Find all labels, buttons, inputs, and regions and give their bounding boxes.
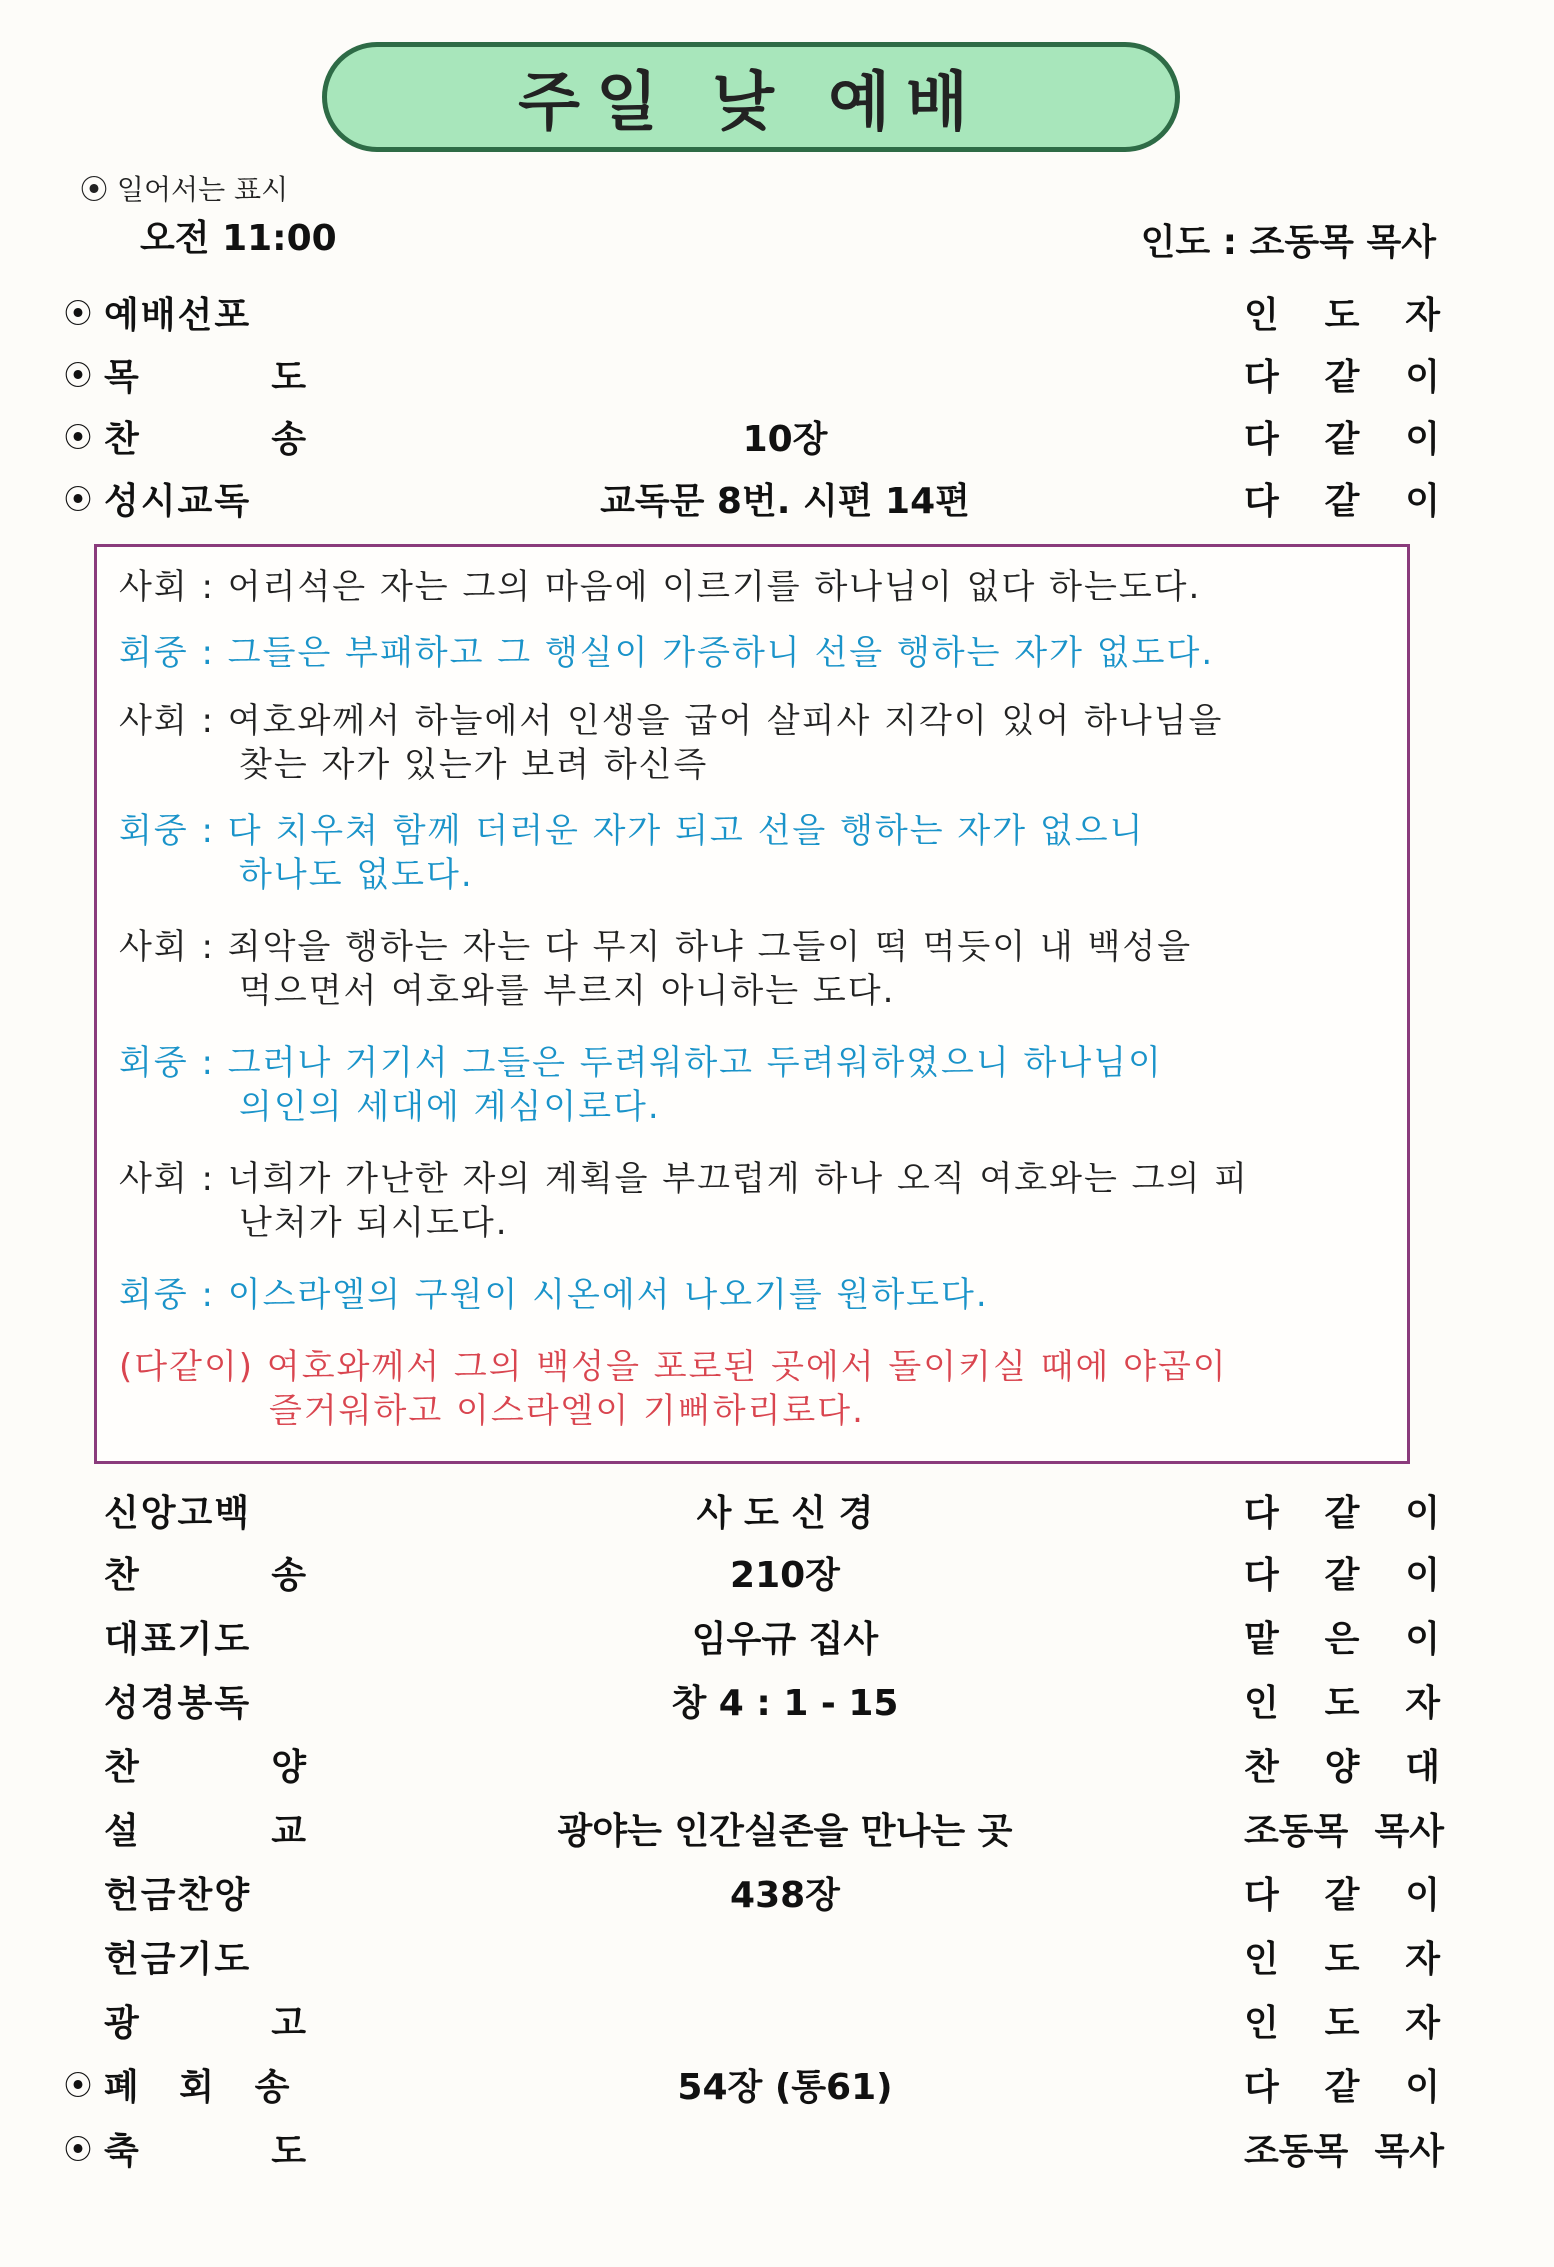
- order-detail: 210장: [716, 1547, 854, 1598]
- reading-line: [119, 699, 1389, 787]
- reading-text: 너희가 가난한 자의 계획을 부끄럽게 하나 오직 여호와는 그의 피: [227, 1159, 1249, 1199]
- reading-line: [119, 1345, 1389, 1433]
- order-who: 인 도 자: [1244, 2002, 1444, 2044]
- standing-mark-icon: ⦿: [64, 483, 93, 516]
- reading-text: 어리석은 자는 그의 마음에 이르기를 하나님이 없다 하는도다.: [227, 567, 1202, 607]
- reading-text: 그러나 거기서 그들은 두려워하고 두려워하였으니 하나님이: [227, 1043, 1163, 1083]
- dot-leader: [370, 468, 1200, 528]
- order-label: 목 도: [104, 356, 367, 398]
- dot-leader: [370, 406, 1200, 466]
- reading-role: 사회 :: [119, 1159, 215, 1199]
- sermon-title: 광야는 인간실존을 만나는 곳: [544, 1803, 1027, 1854]
- order-who: 인 도 자: [1244, 1682, 1444, 1724]
- standing-mark-icon: ⦿: [80, 173, 109, 206]
- order-detail: 교독문 8번. 시편 14편: [586, 473, 984, 524]
- order-label: 성시교독: [104, 480, 252, 522]
- dot-leader: [370, 1862, 1200, 1922]
- reading-text-cont: 즐거워하고 이스라엘이 기뻐하리로다.: [269, 1391, 865, 1431]
- order-item: [64, 1670, 1444, 1730]
- dot-leader: [370, 1926, 1200, 1986]
- order-item: [64, 1606, 1444, 1666]
- reading-text-cont: 난처가 되시도다.: [239, 1203, 509, 1243]
- order-item: [64, 1862, 1444, 1922]
- order-who: 다 같 이: [1244, 1874, 1444, 1916]
- order-label: 축 도: [104, 2130, 367, 2172]
- standing-mark-icon: ⦿: [64, 297, 93, 330]
- order-detail: 임우규 집사: [678, 1611, 892, 1662]
- standing-legend: [80, 168, 288, 208]
- order-item: [64, 344, 1444, 404]
- order-detail: 438장: [716, 1867, 854, 1918]
- reading-text: 여호와께서 하늘에서 인생을 굽어 살피사 지각이 있어 하나님을: [227, 701, 1224, 741]
- dot-leader: [370, 1542, 1200, 1602]
- dot-leader: [370, 1798, 1200, 1858]
- order-label: 신앙고백: [104, 1492, 252, 1534]
- order-item: [64, 1798, 1444, 1858]
- order-who: 다 같 이: [1244, 418, 1444, 460]
- order-who: 인 도 자: [1244, 294, 1444, 336]
- reading-role: 회중 :: [119, 811, 215, 851]
- reading-role: 사회 :: [119, 567, 215, 607]
- order-label: 찬 양: [104, 1746, 367, 1788]
- legend-text: 일어서는 표시: [116, 173, 289, 206]
- order-label: 헌금찬양: [104, 1874, 252, 1916]
- reading-role: 사회 :: [119, 927, 215, 967]
- order-who: 찬 양 대: [1244, 1746, 1444, 1788]
- order-detail: 창 4 : 1 - 15: [658, 1675, 913, 1726]
- reading-role: 회중 :: [119, 1043, 215, 1083]
- reading-role: 사회 :: [119, 701, 215, 741]
- reading-line: [119, 631, 1389, 675]
- responsive-reading-box: [94, 544, 1410, 1464]
- order-label: 광 고: [104, 2002, 367, 2044]
- standing-mark-icon: ⦿: [64, 2133, 93, 2166]
- reading-text-cont: 하나도 없도다.: [239, 855, 474, 895]
- reading-role: (다같이): [119, 1347, 255, 1387]
- dot-leader: [370, 1990, 1200, 2050]
- dot-leader: [370, 1734, 1200, 1794]
- reading-line: [119, 565, 1389, 609]
- standing-mark-icon: ⦿: [64, 2069, 93, 2102]
- reading-text: 죄악을 행하는 자는 다 무지 하냐 그들이 떡 먹듯이 내 백성을: [227, 927, 1193, 967]
- order-item: [64, 406, 1444, 466]
- order-item: [64, 2118, 1444, 2178]
- order-who: 다 같 이: [1244, 2066, 1444, 2108]
- reading-line: [119, 1041, 1389, 1129]
- reading-text: 다 치우쳐 함께 더러운 자가 되고 선을 행하는 자가 없으니: [227, 811, 1145, 851]
- standing-mark-icon: ⦿: [64, 421, 93, 454]
- reading-text: 이스라엘의 구원이 시온에서 나오기를 원하도다.: [227, 1275, 989, 1315]
- order-detail: 54장 (통61): [663, 2059, 906, 2110]
- service-title-banner: [322, 42, 1180, 152]
- order-who: 인 도 자: [1244, 1938, 1444, 1980]
- service-leader: 인도 : 조동목 목사: [1140, 222, 1436, 263]
- order-who: 조동목 목사: [1244, 1810, 1444, 1852]
- order-who: 다 같 이: [1244, 356, 1444, 398]
- reading-text-cont: 의인의 세대에 계심이로다.: [239, 1087, 661, 1127]
- order-label: 설 교: [104, 1810, 367, 1852]
- service-time: 오전 11:00: [140, 218, 337, 259]
- reading-text-cont: 먹으면서 여호와를 부르지 아니하는 도다.: [239, 971, 896, 1011]
- reading-line: [119, 809, 1389, 897]
- order-who: 맡 은 이: [1244, 1618, 1444, 1660]
- reading-text: 여호와께서 그의 백성을 포로된 곳에서 돌이키실 때에 야곱이: [266, 1347, 1228, 1387]
- order-label: 찬 송: [104, 418, 367, 460]
- dot-leader: [370, 1670, 1200, 1730]
- reading-role: 회중 :: [119, 633, 215, 673]
- order-item: [64, 282, 1444, 342]
- reading-text-cont: 찾는 자가 있는가 보려 하신즉: [239, 745, 709, 785]
- order-label: 헌금기도: [104, 1938, 252, 1980]
- order-who: 조동목 목사: [1244, 2130, 1444, 2172]
- dot-leader: [370, 344, 1200, 404]
- dot-leader: [370, 1480, 1200, 1540]
- dot-leader: [370, 1606, 1200, 1666]
- reading-text: 그들은 부패하고 그 행실이 가증하니 선을 행하는 자가 없도다.: [227, 633, 1215, 673]
- standing-mark-icon: ⦿: [64, 359, 93, 392]
- dot-leader: [370, 2054, 1200, 2114]
- order-item: [64, 1734, 1444, 1794]
- reading-role: 회중 :: [119, 1275, 215, 1315]
- order-item: [64, 1926, 1444, 1986]
- reading-line: [119, 1273, 1389, 1317]
- order-who: 다 같 이: [1244, 1492, 1444, 1534]
- order-label: 성경봉독: [104, 1682, 252, 1724]
- order-item: [64, 1990, 1444, 2050]
- reading-line: [119, 1157, 1389, 1245]
- dot-leader: [370, 282, 1200, 342]
- order-item: [64, 1480, 1444, 1540]
- order-label: 대표기도: [104, 1618, 252, 1660]
- order-label: 예배선포: [104, 294, 252, 336]
- order-item: [64, 2054, 1444, 2114]
- order-item: [64, 468, 1444, 528]
- service-title: 주일 낮 예배: [518, 66, 984, 140]
- reading-line: [119, 925, 1389, 1013]
- order-who: 다 같 이: [1244, 1554, 1444, 1596]
- order-label: 폐 회 송: [104, 2066, 304, 2108]
- dot-leader: [370, 2118, 1200, 2178]
- order-item: [64, 1542, 1444, 1602]
- order-detail: 10장: [729, 411, 842, 462]
- order-who: 다 같 이: [1244, 480, 1444, 522]
- order-detail: 사 도 신 경: [683, 1485, 888, 1536]
- order-label: 찬 송: [104, 1554, 367, 1596]
